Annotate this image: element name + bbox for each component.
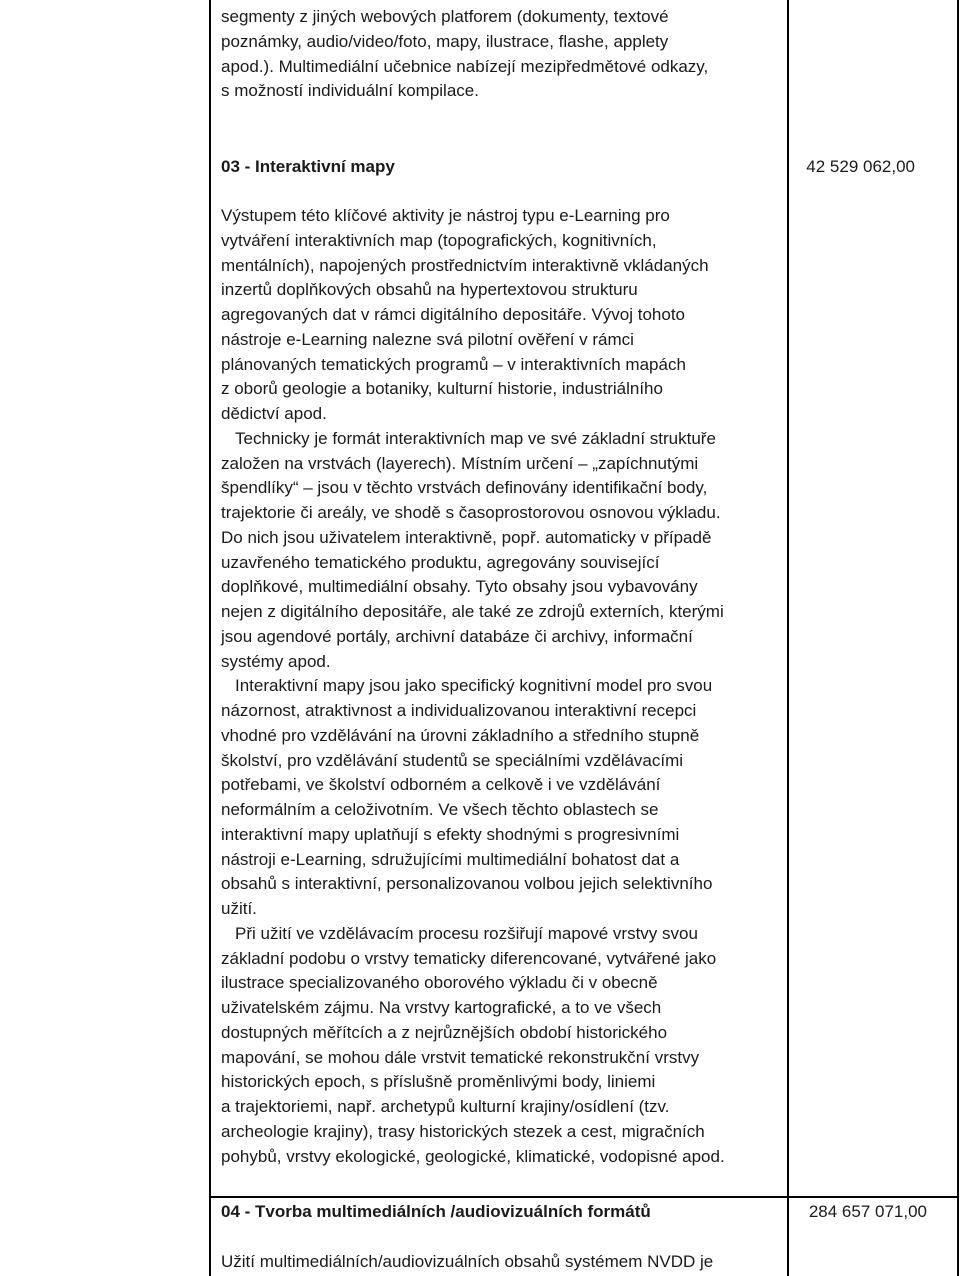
text-line: inzertů doplňkových obsahů na hypertextovou strukturu: [221, 280, 638, 300]
text-line: potřebami, ve školství odborném a celkově i ve vzdělávání: [221, 775, 661, 795]
text-line: segmenty z jiných webových platforem (dokumenty, textové: [221, 7, 669, 26]
text-line: Při užití ve vzdělávacím procesu rozšiřují mapové vrstvy svou: [235, 923, 698, 943]
section-03-title: 03 - Interaktivní mapy: [221, 157, 395, 176]
text-line: názornost, atraktivnost a individualizovanou interaktivní recepci: [221, 701, 697, 720]
text-line: ilustrace specializovaného oborového výkladu či v obecně: [221, 973, 658, 993]
text-line: mapování, se mohou dále vrstvit tematické rekonstrukční vrstvy: [221, 1047, 700, 1067]
text-line: archeologie krajiny), trasy historických stezek a cest, migračních: [221, 1121, 705, 1141]
text-line: plánovaných tematických programů – v interaktivních mapách: [221, 354, 686, 374]
text-line: vhodné pro vzdělávání na úrovni základního a středního stupně: [221, 725, 700, 745]
section-04-amount: 284 657 071,00: [808, 1202, 927, 1221]
table-border-middle: [787, 0, 789, 1276]
text-line: systémy apod.: [221, 651, 331, 671]
text-line: pohybů, vrstvy ekologické, geologické, klimatické, vodopisné apod.: [221, 1146, 725, 1166]
text-line: mentálních), napojených prostřednictvím interaktivně vkládaných: [221, 255, 709, 275]
text-line: školství, pro vzdělávání studentů se speciálními vzdělávacími: [221, 750, 684, 770]
section-04-first-line: Užití multimediálních/audiovizuálních obsahů systémem NVDD je: [221, 1252, 714, 1271]
section-04-title: 04 - Tvorba multimediálních /audiovizuálních formátů: [221, 1202, 651, 1221]
text-line: s možností individuální kompilace.: [221, 81, 479, 101]
text-line: jsou agendové portály, archivní databáze či archivy, informační: [221, 626, 693, 646]
row-separator: [209, 1196, 959, 1198]
text-line: dědictví apod.: [221, 404, 327, 423]
text-line: založen na vrstvách (layerech). Místním určení – „zapíchnutými: [221, 453, 699, 473]
text-line: Do nich jsou uživatelem interaktivně, popř. automaticky v případě: [221, 527, 712, 547]
table-border-right: [957, 0, 959, 1276]
text-line: špendlíky“ – jsou v těchto vrstvách definovány identifikační body,: [221, 478, 708, 498]
text-line: historických epoch, s příslušně proměnlivými body, liniemi: [221, 1072, 656, 1092]
text-line: Interaktivní mapy jsou jako specifický kognitivní model pro svou: [235, 676, 713, 696]
table-border-left: [209, 0, 211, 1276]
text-line: neformálním a celoživotním. Ve všech těchto oblastech se: [221, 800, 659, 819]
text-line: doplňkové, multimediální obsahy. Tyto obsahy jsou vybavovány: [221, 577, 698, 597]
text-line: Technicky je formát interaktivních map ve své základní struktuře: [235, 428, 716, 448]
text-line: poznámky, audio/video/foto, mapy, ilustrace, flashe, applety: [221, 31, 669, 51]
text-line: dostupných měřítcích a z nejrůznějších období historického: [221, 1022, 668, 1042]
text-line: nástroji e-Learning, sdružujícími multimediální bohatost dat a: [221, 849, 680, 869]
text-line: nejen z digitálního depositáře, ale také ze zdrojů externích, kterými: [221, 602, 724, 621]
text-line: základní podobu o vrstvy tematicky diferencované, vytvářené jako: [221, 948, 717, 968]
text-line: nástroje e-Learning nalezne svá pilotní ověření v rámci: [221, 329, 634, 349]
text-line: Výstupem této klíčové aktivity je nástroj typu e-Learning pro: [221, 206, 670, 225]
text-line: apod.). Multimediální učebnice nabízejí mezipředmětové odkazy,: [221, 56, 709, 76]
text-line: interaktivní mapy uplatňují s efekty shodnými s progresivními: [221, 824, 680, 844]
text-line: vytváření interaktivních map (topografických, kognitivních,: [221, 230, 657, 250]
section-03-body: [221, 204, 783, 1169]
text-line: užití.: [221, 899, 257, 918]
text-line: obsahů s interaktivní, personalizovanou volbou jejich selektivního: [221, 874, 713, 894]
text-line: z oborů geologie a botaniky, kulturní historie, industriálního: [221, 379, 663, 399]
text-line: agregovaných dat v rámci digitálního depositáře. Vývoj tohoto: [221, 305, 685, 324]
text-line: a trajektoriemi, např. archetypů kulturní krajiny/osídlení (tzv.: [221, 1097, 670, 1116]
text-line: uzavřeného tematického produktu, agregovány související: [221, 552, 660, 572]
text-line: uživatelském zájmu. Na vrstvy kartografické, a to ve všech: [221, 998, 662, 1017]
section-03-amount: 42 529 062,00: [806, 157, 915, 176]
continuation-text: [221, 5, 781, 104]
text-line: trajektorie či areály, ve shodě s časoprostorovou osnovou výkladu.: [221, 503, 721, 522]
